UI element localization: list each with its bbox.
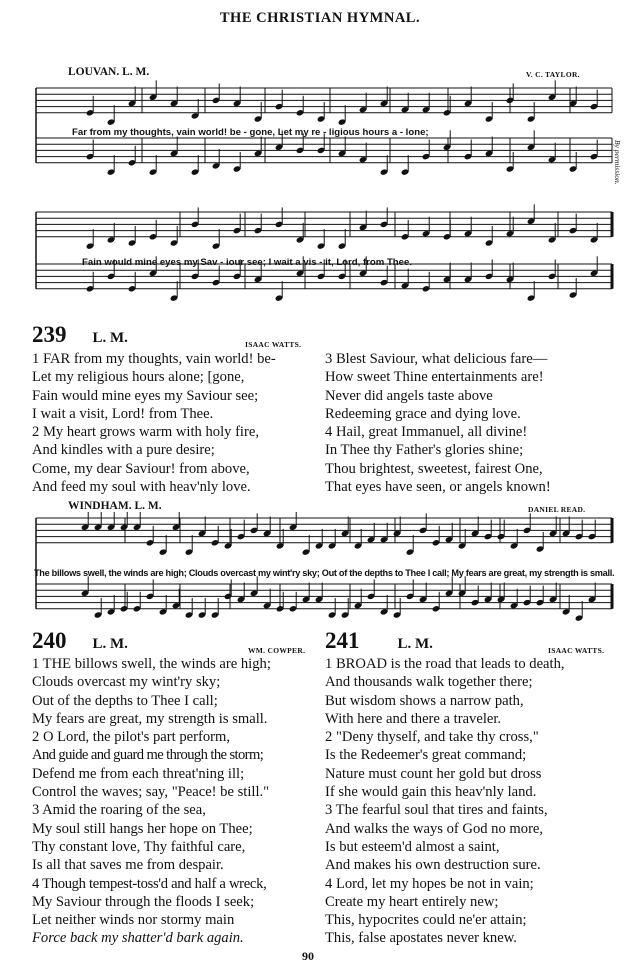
tune-name: LOUVAN. xyxy=(68,66,120,78)
verse-line: Force back my shatter'd bark again. xyxy=(32,930,244,947)
tune-name: WINDHAM. xyxy=(68,500,132,512)
hymn-meter: L. M. xyxy=(92,330,128,346)
verse-line: 2 "Deny thyself, and take thy cross," xyxy=(325,729,539,746)
verse-line: Is the Redeemer's great command; xyxy=(325,747,527,764)
verse-line: Nature must count her gold but dross xyxy=(325,765,542,782)
verse-line: Is but esteem'd almost a saint, xyxy=(325,838,500,855)
louvan-lyric-2: Fain would mine eyes my Sav - iour see; I wait a vis - it, Lord, from Thee. xyxy=(82,257,413,268)
verse-line: Redeeming grace and dying love. xyxy=(325,405,521,422)
verse-line: Create my heart entirely new; xyxy=(325,893,499,910)
hymn-240-verses xyxy=(32,655,271,948)
verse-line: Defend me from each threat'ning ill; xyxy=(32,765,245,782)
tune-name-louvan xyxy=(68,66,149,78)
verse-line: My soul still hangs her hope on Thee; xyxy=(32,820,253,837)
verse-line: Fain would mine eyes my Saviour see; xyxy=(32,387,259,404)
verse-line: 3 Blest Saviour, what delicious fare— xyxy=(325,351,548,367)
verse-line: How sweet Thine entertainments are! xyxy=(325,369,544,386)
verse-line: Thy constant love, Thy faithful care, xyxy=(32,838,246,855)
verse-line: And feed my soul with heav'nly love. xyxy=(32,479,251,496)
windham-lyric: The billows swell, the winds are high; Clouds overcast my wint'ry sky; Out of the depths to Thee I call; My fears are great, my strength is small. xyxy=(34,568,615,578)
tune-composer-windham: DANIEL READ. xyxy=(528,505,586,514)
page-header: THE CHRISTIAN HYMNAL. xyxy=(219,10,421,26)
hymn-241-verses xyxy=(325,655,565,948)
verse-line: Is all that saves me from despair. xyxy=(32,857,224,874)
verse-line: In Thee thy Father's glories shine; xyxy=(325,442,524,459)
louvan-lyric-1: Far from my thoughts, vain world! be - gone, Let my re - ligious hours a - lone; xyxy=(72,127,429,138)
verse-line: And makes his own destruction sure. xyxy=(325,857,541,874)
hymn-meter: L. M. xyxy=(397,636,433,652)
hymn-239-col2 xyxy=(325,350,551,496)
louvan-score xyxy=(30,78,620,328)
verse-line: And walks the ways of God no more, xyxy=(325,820,544,837)
verse-line: Let neither winds nor stormy main xyxy=(32,912,235,929)
verse-line: 1 BROAD is the road that leads to death, xyxy=(325,656,565,672)
tune-name-windham xyxy=(68,500,162,512)
permission-note: By permission. xyxy=(613,140,622,185)
verse-line: Come, my dear Saviour! from above, xyxy=(32,460,250,477)
hymn-meter: L. M. xyxy=(92,636,128,652)
verse-line: But wisdom shows a narrow path, xyxy=(325,692,524,709)
verse-line: And guide and guard me through the storm; xyxy=(32,747,264,764)
verse-line: 4 Lord, let my hopes be not in vain; xyxy=(325,875,534,892)
verse-line: 1 THE billows swell, the winds are high; xyxy=(32,656,271,672)
hymn-239-author: ISAAC WATTS. xyxy=(245,340,302,349)
tune-composer-louvan: V. C. TAYLOR. xyxy=(526,70,580,79)
verse-line: Let my religious hours alone; [gone, xyxy=(32,369,245,386)
hymn-number: 241 xyxy=(325,628,360,653)
tune-meter: L. M. xyxy=(122,66,150,78)
verse-line: And kindles with a pure desire; xyxy=(32,442,215,459)
verse-line: That eyes have seen, or angels known! xyxy=(325,479,551,496)
verse-line: Never did angels taste above xyxy=(325,387,493,404)
verse-line: Out of the depths to Thee I call; xyxy=(32,692,218,709)
verse-line: Clouds overcast my wint'ry sky; xyxy=(32,674,221,691)
hymn-number: 239 xyxy=(32,322,67,347)
hymn-241-author: ISAAC WATTS. xyxy=(548,646,605,655)
verse-line: Thou brightest, sweetest, fairest One, xyxy=(325,460,543,477)
hymn-240-heading xyxy=(32,628,128,654)
verse-line: 2 O Lord, the pilot's part perform, xyxy=(32,729,230,746)
verse-line: This, hypocrites could ne'er attain; xyxy=(325,912,527,929)
verse-line: 3 The fearful soul that tires and faints, xyxy=(325,802,548,819)
verse-line: 1 FAR from my thoughts, vain world! be- xyxy=(32,351,276,367)
hymn-241-heading xyxy=(325,628,433,654)
verse-line: 2 My heart grows warm with holy fire, xyxy=(32,424,259,441)
verse-line: My Saviour through the floods I seek; xyxy=(32,893,255,910)
verse-line: With here and there a traveler. xyxy=(325,710,502,727)
verse-line: Control the waves; say, "Peace! be still." xyxy=(32,784,270,801)
verse-line: 4 Hail, great Immanuel, all divine! xyxy=(325,424,528,441)
verse-line: This, false apostates never knew. xyxy=(325,930,517,947)
hymn-239-col1 xyxy=(32,350,276,496)
verse-line: My fears are great, my strength is small. xyxy=(32,710,268,727)
verse-line: 4 Though tempest-toss'd and half a wreck, xyxy=(32,875,267,892)
tune-meter: L. M. xyxy=(134,500,162,512)
verse-line: I wait a visit, Lord! from Thee. xyxy=(32,405,214,422)
verse-line: 3 Amid the roaring of the sea, xyxy=(32,802,206,819)
hymn-239-heading xyxy=(32,322,128,348)
hymn-number: 240 xyxy=(32,628,67,653)
page-number: 90 xyxy=(302,949,314,963)
verse-line: And thousands walk together there; xyxy=(325,674,533,691)
verse-line: If she would gain this heav'nly land. xyxy=(325,784,537,801)
hymn-240-author: WM. COWPER. xyxy=(248,646,306,655)
